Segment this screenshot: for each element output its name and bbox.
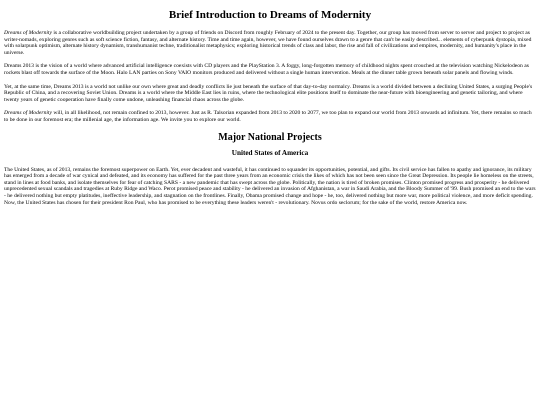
intro-paragraph-3: Yet, at the same time, Dreams 2013 is a world not unlike our own where great and deadly conflicts lie just beneath the surface of that day-to-day normalcy. Dreams is a world divided between a declining United States, a surging People's Republic of China, and a recovering Soviet Union. Dreams is a world where the Middle East lies in ruins, where the technological elite positions itself to dominate the near-future with bioengineering and genetic tailoring, and where twenty years of genetic cooperation have finally come undone, unleashing financial chaos across the globe. [4, 83, 533, 103]
project-name-emphasis: Dreams of Modernity [4, 110, 52, 117]
intro-paragraph-1 [4, 30, 536, 56]
section-subheading: United States of America [231, 148, 309, 157]
section-heading: Major National Projects [218, 131, 322, 143]
intro-paragraph-4-text: will, in all likelihood, not remain confined to 2013, however. Just as R. Talsorian expanded from 2013 to 2020 to 2077, we too plan to expand our world from 2013 onwards ad infinitum. Yet, there remains so much to be done in our foremost era; the millenial age, the information age. We invite you to explore our world. [4, 110, 532, 123]
intro-paragraph-4 [4, 110, 536, 123]
page-title: Brief Introduction to Dreams of Modernity [168, 9, 372, 21]
project-name-emphasis: Dreams of Modernity [4, 30, 52, 36]
document-page [0, 9, 540, 206]
intro-paragraph-1-text: is a collaborative worldbuilding project undertaken by a group of friends on Discord from roughly February of 2024 to the present day. Together, our group has moved from server to server and project to project as writer-nomads, exploring genres such as soft science fiction, fantasy, and alternate history. Time and time again, however, we have found ourselves drawn to a genre that can't be easily described... elements of cyberpunk dystopia, mixed with solarpunk optimism, alternate history dynamism, transhumanist techne, traditionalist metaphysics; exploring historical trends of class and labor, the rise and fall of civilizations and empires, modernity, and humanity's place in the universe. [4, 30, 532, 56]
intro-paragraph-2: Dreams 2013 is the vision of a world where advanced artificial intelligence coexists with CD players and the PlayStation 3. A foggy, long-forgotten memory of childhood nights spent crouched at the television watching Nickelodeon as rockets blast off towards the surface of the Moon. Halo LAN parties on Sony VAIO monitors produced and delivered without a single human intervention. Meals at the dinner table grown beneath solar panels and flowing winds. [4, 63, 529, 76]
usa-paragraph: The United States, as of 2013, remains the foremost superpower on Earth. Yet, ever decadent and wasteful, it has continued to squander its opportunities, potential, and gifts. Its civil service has fallen to apathy and ignorance, its military has emerged from a decade of war cynical and defeated, and its economy has suffered for the past three years from an economic crisis the likes of which has not been seen since the Great Depression. Its people lie homeless on the streets, stand in lines at food banks, and isolate themselves for fear of catching SARS - a new pandemic that has swept across the globe. Politically, the nation is tired of broken promises. Clinton promised progress and prosperity - he delivered unprecedented sexual scandals and tragedies at Ruby Ridge and Waco. Perot promised peace and stability - he delivered an invasion of Afghanistan, a war in Saudi Arabia, and the Bloody Summer of '99. Bush promised an end to the wars - he delivered nothing but empty platitudes, ineffective leadership, and stagnation on the frontlines. Finally, Obama promised change and hope - he, too, delivered nothing but more war, more political violence, and more deficit spending. Now, the United States has chosen for their president Ron Paul, who has promised to be everything these leaders weren't - revolutionary. Novus ordo seclorum; for the sake of the world, restore America now. [4, 166, 536, 206]
